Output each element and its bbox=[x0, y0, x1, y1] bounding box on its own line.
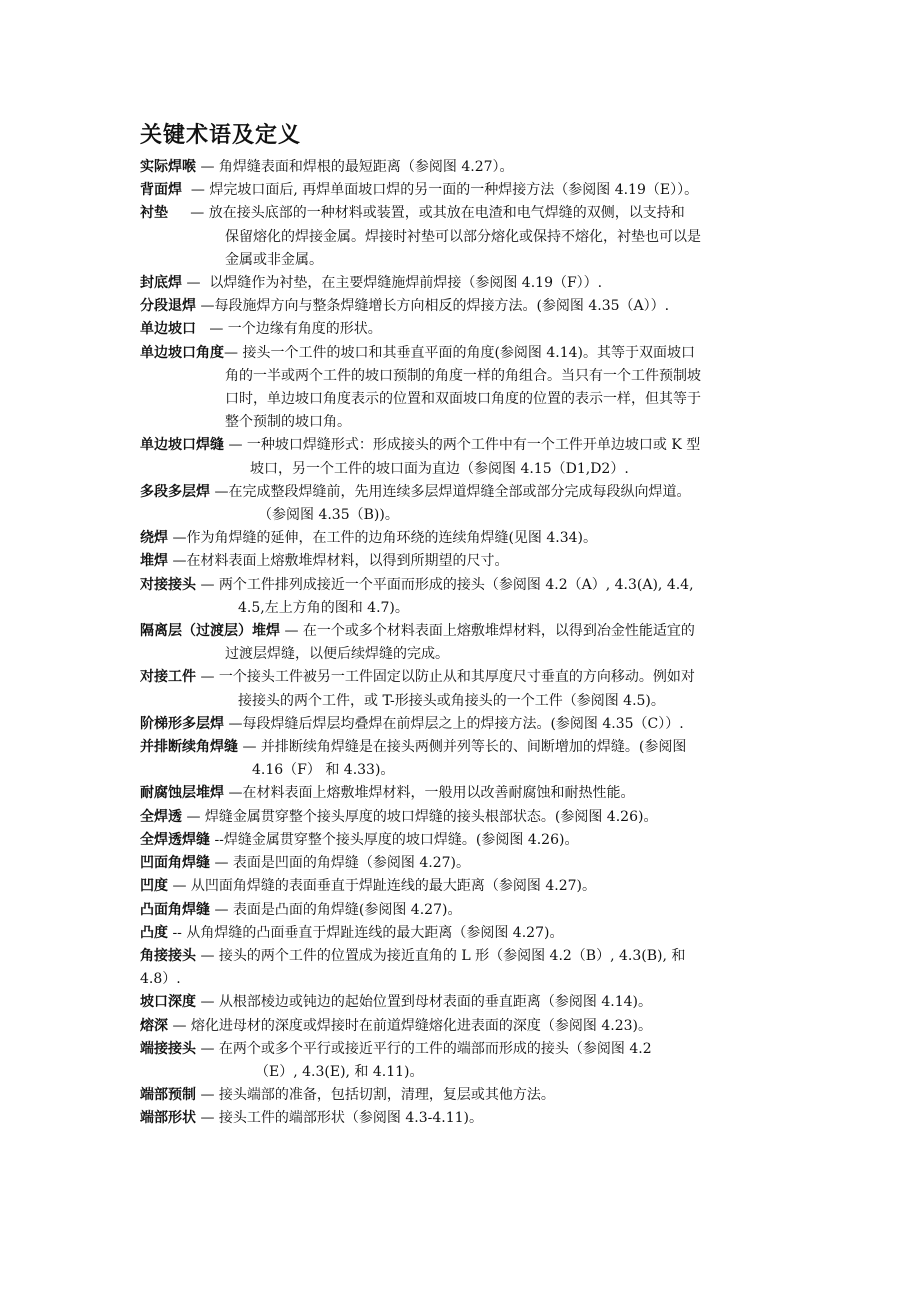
entry-definition-continued: 接接头的两个工件，或 T-形接头或角接头的一个工件（参阅图 4.5)。 bbox=[238, 692, 665, 709]
glossary-entry bbox=[140, 806, 790, 829]
entry-definition-continued: 金属或非金属。 bbox=[225, 251, 323, 268]
glossary-entry bbox=[140, 620, 790, 666]
glossary-entry bbox=[140, 202, 790, 272]
entry-definition-continued: （E）, 4.3(E), 和 4.11)。 bbox=[255, 1063, 424, 1080]
glossary-entry bbox=[140, 666, 790, 712]
glossary-entry bbox=[140, 179, 790, 202]
entry-term: 单边坡口焊缝 bbox=[140, 437, 224, 454]
entry-first-line bbox=[140, 782, 790, 805]
entry-definition: — 表面是凸面的角焊缝(参阅图 4.27)。 bbox=[210, 901, 462, 918]
entry-definition: — 焊完坡口面后, 再焊单面坡口焊的另一面的一种焊接方法（参阅图 4.19（E））。 bbox=[182, 182, 699, 199]
entry-term: 全焊透焊缝 bbox=[140, 831, 210, 848]
entry-term: 耐腐蚀层堆焊 bbox=[140, 785, 224, 802]
entry-first-line bbox=[140, 318, 790, 341]
glossary-entry bbox=[140, 782, 790, 805]
entry-first-line bbox=[140, 829, 790, 852]
glossary-entry bbox=[140, 1015, 790, 1038]
entry-definition: — 表面是凹面的角焊缝（参阅图 4.27)。 bbox=[210, 855, 470, 872]
entry-definition: — 放在接头底部的一种材料或装置，或其放在电渣和电气焊缝的双侧，以支持和 bbox=[168, 205, 685, 222]
entry-definition: — 接头端部的准备，包括切割，清理，复层或其他方法。 bbox=[196, 1087, 555, 1104]
entry-first-line bbox=[140, 550, 790, 573]
entry-term: 端部形状 bbox=[140, 1110, 196, 1127]
entry-definition: —在完成整段焊缝前，先用连续多层焊道焊缝全部或部分完成每段纵向焊道。 bbox=[210, 483, 691, 500]
entry-definition: -- 从角焊缝的凸面垂直于焊趾连线的最大距离（参阅图 4.27)。 bbox=[168, 924, 564, 941]
entry-term: 端部预制 bbox=[140, 1087, 196, 1104]
glossary-entry bbox=[140, 156, 790, 179]
entry-term: 封底焊 bbox=[140, 275, 182, 292]
entry-definition-continued: 过渡层焊缝，以便后续焊缝的完成。 bbox=[225, 646, 449, 663]
glossary-entry bbox=[140, 342, 790, 435]
entry-term: 多段多层焊 bbox=[140, 483, 210, 500]
glossary-entry bbox=[140, 272, 790, 295]
entry-term: 实际焊喉 bbox=[140, 159, 196, 175]
entry-first-line bbox=[140, 620, 790, 643]
entry-definition-continued: 保留熔化的焊接金属。焊接时衬垫可以部分熔化或保持不熔化，衬垫也可以是 bbox=[225, 228, 701, 245]
glossary-entry bbox=[140, 852, 790, 875]
entry-term: 凹面角焊缝 bbox=[140, 855, 210, 872]
entry-term: 熔深 bbox=[140, 1017, 168, 1034]
entry-definition: — 两个工件排列成接近一个平面而形成的接头（参阅图 4.2（A）, 4.3(A), 4.4, bbox=[196, 576, 694, 593]
glossary-entry bbox=[140, 922, 790, 945]
entry-term: 堆焊 bbox=[140, 553, 168, 570]
glossary-entry bbox=[140, 434, 790, 480]
entry-first-line bbox=[140, 272, 790, 295]
glossary-entry bbox=[140, 1038, 790, 1084]
entry-definition: — 从根部棱边或钝边的起始位置到母材表面的垂直距离（参阅图 4.14)。 bbox=[196, 994, 652, 1011]
entry-first-line bbox=[140, 574, 790, 597]
glossary-entry bbox=[140, 318, 790, 341]
glossary-list bbox=[140, 156, 790, 1131]
entry-definition: --焊缝金属贯穿整个接头厚度的坡口焊缝。(参阅图 4.26)。 bbox=[210, 831, 579, 848]
entry-definition: — 在两个或多个平行或接近平行的工件的端部而形成的接头（参阅图 4.2 bbox=[196, 1040, 652, 1057]
entry-first-line bbox=[140, 1015, 790, 1038]
entry-term: 并排断续角焊缝 bbox=[140, 739, 238, 756]
entry-definition-continued: 口时，单边坡口角度表示的位置和双面坡口角度的位置的表示一样，但其等于 bbox=[225, 391, 701, 408]
entry-definition-continued: 角的一半或两个工件的坡口预制的角度一样的角组合。当只有一个工件预制坡 bbox=[225, 367, 701, 384]
entry-definition: — 在一个或多个材料表面上熔敷堆焊材料，以得到冶金性能适宜的 bbox=[280, 623, 695, 640]
entry-definition: —在材料表面上熔敷堆焊材料，一般用以改善耐腐蚀和耐热性能。 bbox=[224, 785, 635, 802]
glossary-entry bbox=[140, 481, 790, 527]
entry-first-line bbox=[140, 156, 790, 179]
entry-term: 对接工件 bbox=[140, 669, 196, 686]
glossary-entry bbox=[140, 875, 790, 898]
entry-term: 全焊透 bbox=[140, 808, 182, 825]
entry-term: 衬垫 bbox=[140, 205, 168, 222]
glossary-entry bbox=[140, 527, 790, 550]
glossary-entry bbox=[140, 945, 790, 991]
entry-definition: — 接头工件的端部形状（参阅图 4.3-4.11)。 bbox=[196, 1110, 483, 1127]
entry-first-line bbox=[140, 736, 790, 759]
glossary-entry bbox=[140, 736, 790, 782]
entry-term: 凸度 bbox=[140, 924, 168, 941]
entry-definition-continued: 坡口，另一个工件的坡口面为直边（参阅图 4.15（D1,D2）. bbox=[250, 460, 629, 477]
entry-term: 角接接头 bbox=[140, 947, 196, 964]
entry-first-line bbox=[140, 1107, 790, 1130]
entry-definition: —每段施焊方向与整条焊缝增长方向相反的焊接方法。(参阅图 4.35（A））. bbox=[196, 298, 670, 315]
entry-first-line bbox=[140, 899, 790, 922]
entry-definition: — 熔化进母材的深度或焊接时在前道焊缝熔化进表面的深度（参阅图 4.23)。 bbox=[168, 1017, 652, 1034]
glossary-entry bbox=[140, 1107, 790, 1130]
entry-first-line bbox=[140, 806, 790, 829]
entry-first-line bbox=[140, 202, 790, 225]
entry-first-line bbox=[140, 945, 790, 968]
entry-term: 凸面角焊缝 bbox=[140, 901, 210, 918]
entry-first-line bbox=[140, 527, 790, 550]
entry-first-line bbox=[140, 713, 790, 736]
entry-definition-continued: 4.16（F） 和 4.33)。 bbox=[252, 762, 395, 779]
entry-term: 坡口深度 bbox=[140, 994, 196, 1011]
entry-first-line bbox=[140, 1038, 790, 1061]
entry-term: 隔离层（过渡层）堆焊 bbox=[140, 623, 280, 640]
entry-term: 背面焊 bbox=[140, 182, 182, 199]
entry-definition: — 从凹面角焊缝的表面垂直于焊趾连线的最大距离（参阅图 4.27)。 bbox=[168, 878, 596, 895]
entry-term: 对接接头 bbox=[140, 576, 196, 593]
entry-first-line bbox=[140, 295, 790, 318]
glossary-entry bbox=[140, 574, 790, 620]
page-title: 关键术语及定义 bbox=[140, 123, 302, 148]
entry-definition: — 一个边缘有角度的形状。 bbox=[196, 321, 382, 338]
entry-definition: — 角焊缝表面和焊根的最短距离（参阅图 4.27）。 bbox=[196, 159, 514, 175]
entry-first-line bbox=[140, 342, 790, 365]
entry-term: 单边坡口 bbox=[140, 321, 196, 338]
entry-first-line bbox=[140, 922, 790, 945]
entry-definition: —在材料表面上熔敷堆焊材料，以得到所期望的尺寸。 bbox=[168, 553, 509, 570]
entry-definition: — 并排断续角焊缝是在接头两侧并列等长的、间断增加的焊缝。(参阅图 bbox=[238, 739, 687, 756]
entry-term: 凹度 bbox=[140, 878, 168, 895]
entry-first-line bbox=[140, 852, 790, 875]
entry-definition-continued: 4.8）. bbox=[140, 971, 181, 988]
glossary-entry bbox=[140, 550, 790, 573]
entry-first-line bbox=[140, 481, 790, 504]
entry-first-line bbox=[140, 434, 790, 457]
entry-first-line bbox=[140, 875, 790, 898]
entry-first-line bbox=[140, 1084, 790, 1107]
glossary-entry bbox=[140, 829, 790, 852]
entry-definition: — 一个接头工件被另一工件固定以防止从和其厚度尺寸垂直的方向移动。例如对 bbox=[196, 669, 695, 686]
glossary-entry bbox=[140, 713, 790, 736]
entry-definition: —每段焊缝后焊层均叠焊在前焊层之上的焊接方法。(参阅图 4.35（C））. bbox=[224, 715, 684, 732]
entry-term: 端接接头 bbox=[140, 1040, 196, 1057]
entry-term: 阶梯形多层焊 bbox=[140, 715, 224, 732]
entry-first-line bbox=[140, 179, 790, 202]
entry-first-line bbox=[140, 991, 790, 1014]
entry-definition: — 焊缝金属贯穿整个接头厚度的坡口焊缝的接头根部状态。(参阅图 4.26)。 bbox=[182, 808, 658, 825]
glossary-entry bbox=[140, 295, 790, 318]
entry-definition: — 一种坡口焊缝形式：形成接头的两个工件中有一个工件开单边坡口或 K 型 bbox=[224, 437, 701, 454]
entry-definition-continued: 整个预制的坡口角。 bbox=[225, 414, 351, 431]
entry-term: 绕焊 bbox=[140, 530, 168, 547]
entry-term: 单边坡口角度 bbox=[140, 344, 224, 361]
entry-definition-continued: （参阅图 4.35（B))。 bbox=[258, 507, 399, 524]
glossary-entry bbox=[140, 1084, 790, 1107]
glossary-entry bbox=[140, 899, 790, 922]
entry-definition: — 接头一个工件的坡口和其垂直平面的角度(参阅图 4.14)。其等于双面坡口 bbox=[224, 344, 695, 361]
entry-definition: — 以焊缝作为衬垫，在主要焊缝施焊前焊接（参阅图 4.19（F））. bbox=[182, 275, 603, 292]
entry-definition: —作为角焊缝的延伸，在工件的边角环绕的连续角焊缝(见图 4.34)。 bbox=[168, 530, 597, 547]
entry-term: 分段退焊 bbox=[140, 298, 196, 315]
glossary-entry bbox=[140, 991, 790, 1014]
entry-definition: — 接头的两个工件的位置成为接近直角的 L 形（参阅图 4.2（B）, 4.3(B), 和 bbox=[196, 947, 686, 964]
entry-definition-continued: 4.5,左上方角的图和 4.7)。 bbox=[238, 599, 409, 616]
entry-first-line bbox=[140, 666, 790, 689]
